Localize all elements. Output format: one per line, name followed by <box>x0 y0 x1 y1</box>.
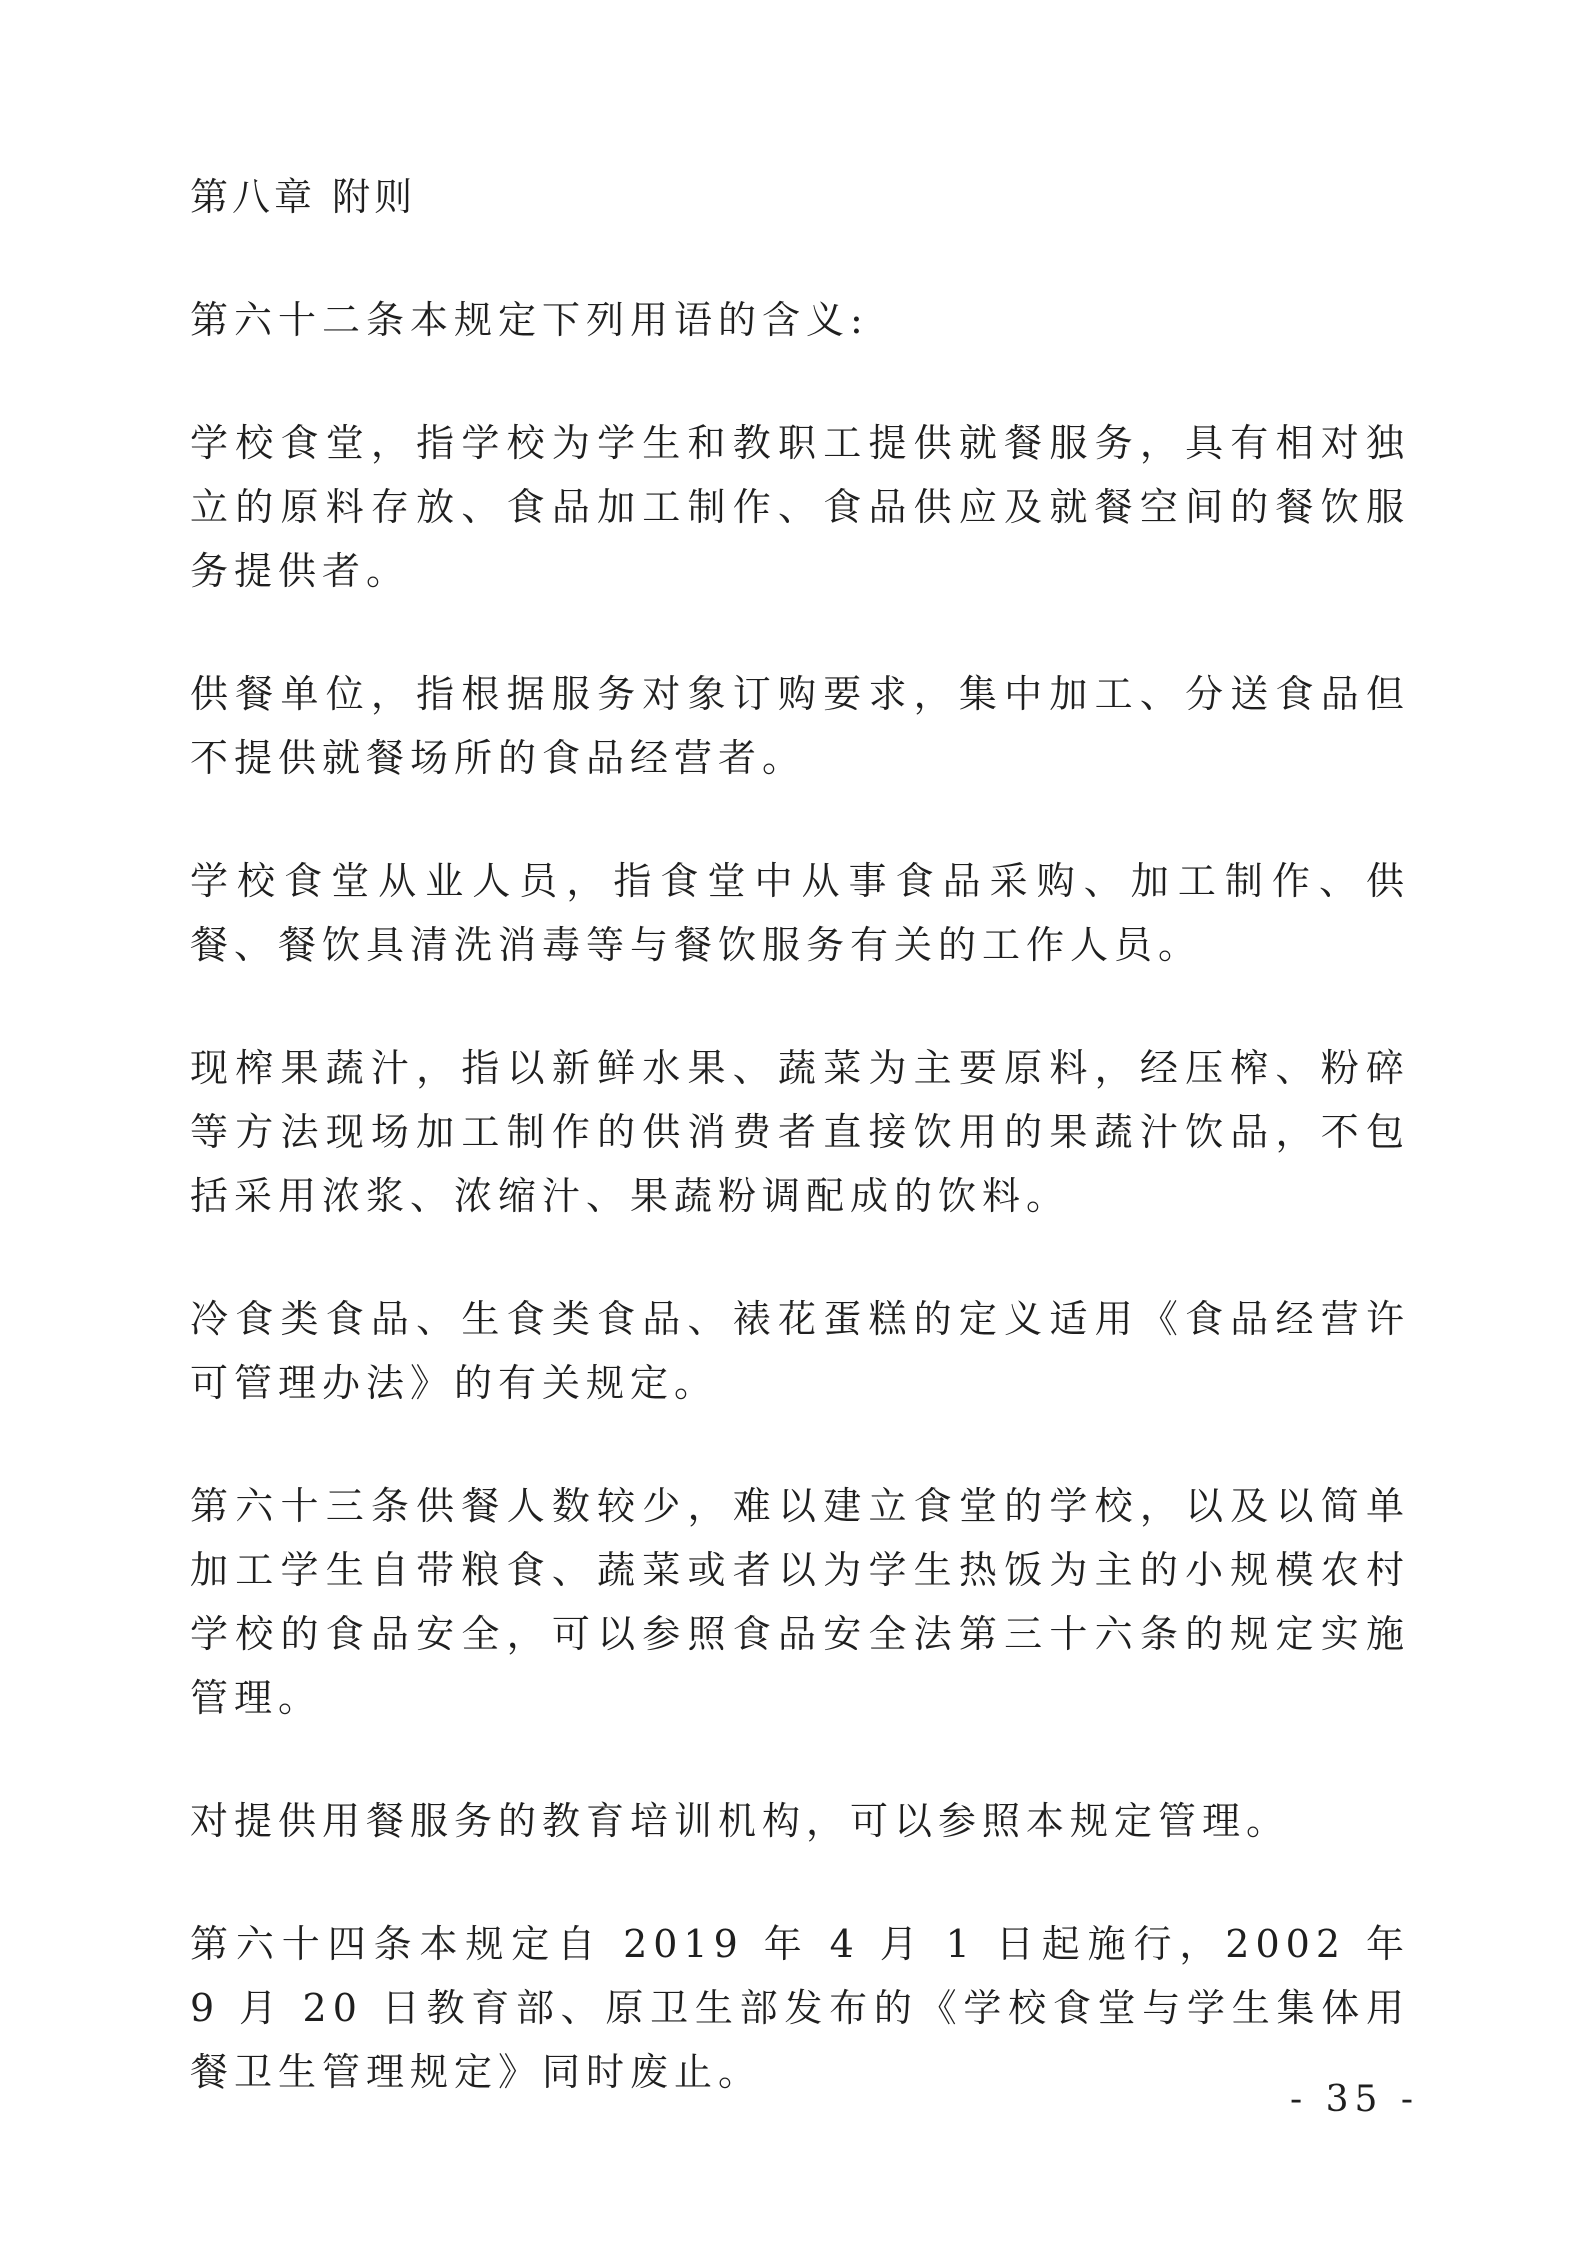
definition-fresh-juice: 现榨果蔬汁，指以新鲜水果、蔬菜为主要原料，经压榨、粉碎等方法现场加工制作的供消费者直接饮用的果蔬汁饮品，不包括采用浓浆、浓缩汁、果蔬粉调配成的饮料。 <box>190 1046 1410 1218</box>
article-64: 第六十四条本规定自 2019 年 4 月 1 日起施行，2002 年 9 月 20 日教育部、原卫生部发布的《学校食堂与学生集体用餐卫生管理规定》同时废止。 <box>190 1922 1410 2094</box>
document-body <box>190 165 1410 2104</box>
definition-cold-raw-cake: 冷食类食品、生食类食品、裱花蛋糕的定义适用《食品经营许可管理办法》的有关规定。 <box>190 1297 1410 1405</box>
chapter-heading: 第八章 附则 <box>190 175 417 219</box>
definition-school-canteen: 学校食堂，指学校为学生和教职工提供就餐服务，具有相对独立的原料存放、食品加工制作、食品供应及就餐空间的餐饮服务提供者。 <box>190 421 1410 593</box>
article-63: 第六十三条供餐人数较少，难以建立食堂的学校，以及以简单加工学生自带粮食、蔬菜或者以为学生热饭为主的小规模农村学校的食品安全，可以参照食品安全法第三十六条的规定实施管理。 <box>190 1484 1410 1720</box>
article-62-intro: 第六十二条本规定下列用语的含义: <box>190 298 869 342</box>
page-number: - 35 - <box>1290 2079 1420 2120</box>
training-institutions-note: 对提供用餐服务的教育培训机构，可以参照本规定管理。 <box>190 1799 1291 1843</box>
definition-meal-supplier: 供餐单位，指根据服务对象订购要求，集中加工、分送食品但不提供就餐场所的食品经营者。 <box>190 672 1410 780</box>
definition-canteen-staff: 学校食堂从业人员，指食堂中从事食品采购、加工制作、供餐、餐饮具清洗消毒等与餐饮服务有关的工作人员。 <box>190 859 1410 967</box>
